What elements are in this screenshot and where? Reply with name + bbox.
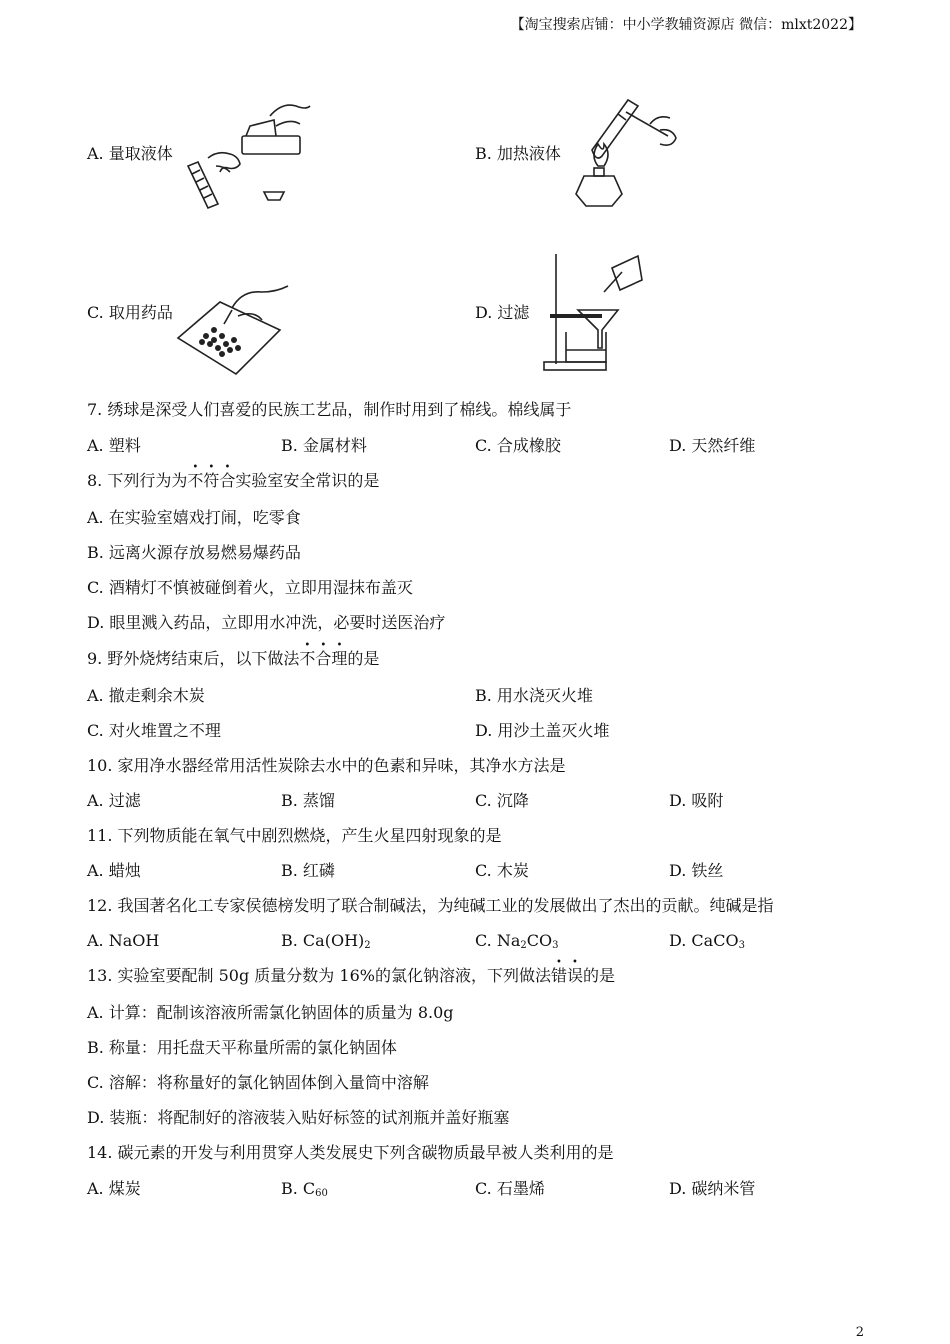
q6-option-b[interactable]: B. 加热液体 (475, 144, 561, 163)
q8-option-a[interactable]: A. 在实验室嬉戏打闹，吃零食 (87, 508, 301, 527)
q9-option-c[interactable]: C. 对火堆置之不理 (87, 721, 221, 740)
q6-option-d[interactable]: D. 过滤 (475, 303, 530, 322)
q12-option-d[interactable]: D. CaCO$_3$ (669, 931, 745, 951)
q10-option-a[interactable]: A. 过滤 (87, 791, 141, 810)
q8-option-b[interactable]: B. 远离火源存放易燃易爆药品 (87, 543, 301, 562)
q12-stem: 12. 我国著名化工专家侯德榜发明了联合制碱法，为纯碱工业的发展做出了杰出的贡献。纯碱是指 (87, 896, 774, 915)
q12-option-a[interactable]: A. NaOH (87, 931, 160, 950)
q13-stem: 13. 实验室要配制 50g 质量分数为 16%的氯化钠溶液，下列做法错误的是 (87, 966, 616, 985)
page-header: 【淘宝搜索店铺：中小学教辅资源店 微信：mlxt2022】 (510, 17, 862, 33)
take-reagent-figure (176, 278, 301, 378)
q9-option-b[interactable]: B. 用水浇灭火堆 (475, 686, 593, 705)
q11-option-d[interactable]: D. 铁丝 (669, 861, 724, 880)
q12-option-b[interactable]: B. $Ca(OH)_2$ (281, 931, 371, 951)
q14-option-b[interactable]: B. $C_{60}$ (281, 1179, 328, 1199)
q11-stem: 11. 下列物质能在氧气中剧烈燃烧，产生火星四射现象的是 (87, 826, 502, 845)
q7-stem: 7. 绣球是深受人们喜爱的民族工艺品，制作时用到了棉线。棉线属于 (87, 400, 572, 419)
q10-option-c[interactable]: C. 沉降 (475, 791, 529, 810)
q6-option-a[interactable]: A. 量取液体 (87, 144, 173, 163)
q14-option-d[interactable]: D. 碳纳米管 (669, 1179, 756, 1198)
q7-option-c[interactable]: C. 合成橡胶 (475, 436, 561, 455)
q12-option-c[interactable]: C. $Na_2CO_3$ (475, 931, 559, 951)
q14-option-c[interactable]: C. 石墨烯 (475, 1179, 545, 1198)
q11-option-b[interactable]: B. 红磷 (281, 861, 335, 880)
q11-option-a[interactable]: A. 蜡烛 (87, 861, 141, 880)
q13-option-b[interactable]: B. 称量：用托盘天平称量所需的氯化钠固体 (87, 1038, 397, 1057)
q14-option-a[interactable]: A. 煤炭 (87, 1179, 141, 1198)
q13-option-d[interactable]: D. 装瓶：将配制好的溶液装入贴好标签的试剂瓶并盖好瓶塞 (87, 1108, 510, 1127)
q8-option-d[interactable]: D. 眼里溅入药品，立即用水冲洗，必要时送医治疗 (87, 613, 446, 632)
q10-option-b[interactable]: B. 蒸馏 (281, 791, 335, 810)
q9-option-a[interactable]: A. 撤走剩余木炭 (87, 686, 205, 705)
q13-option-a[interactable]: A. 计算：配制该溶液所需氯化钠固体的质量为 8.0g (87, 1003, 454, 1022)
q8-option-c[interactable]: C. 酒精灯不慎被碰倒着火，立即用湿抹布盖灭 (87, 578, 413, 597)
q7-option-d[interactable]: D. 天然纤维 (669, 436, 756, 455)
q8-stem: 8. 下列行为为不符合实验室安全常识的是 (87, 471, 380, 490)
heat-liquid-figure (566, 94, 686, 212)
q6-option-c[interactable]: C. 取用药品 (87, 303, 173, 322)
q14-stem: 14. 碳元素的开发与利用贯穿人类发展史下列含碳物质最早被人类利用的是 (87, 1143, 614, 1162)
measure-liquid-figure (178, 96, 323, 218)
q9-option-d[interactable]: D. 用沙土盖灭火堆 (475, 721, 610, 740)
q10-stem: 10. 家用净水器经常用活性炭除去水中的色素和异味，其净水方法是 (87, 756, 566, 775)
page-number: 2 (855, 1325, 864, 1340)
q7-option-a[interactable]: A. 塑料 (87, 436, 141, 455)
filtration-figure (542, 250, 647, 372)
q9-stem: 9. 野外烧烤结束后，以下做法不合理的是 (87, 649, 380, 668)
q10-option-d[interactable]: D. 吸附 (669, 791, 724, 810)
q11-option-c[interactable]: C. 木炭 (475, 861, 529, 880)
q13-option-c[interactable]: C. 溶解：将称量好的氯化钠固体倒入量筒中溶解 (87, 1073, 429, 1092)
q7-option-b[interactable]: B. 金属材料 (281, 436, 367, 455)
